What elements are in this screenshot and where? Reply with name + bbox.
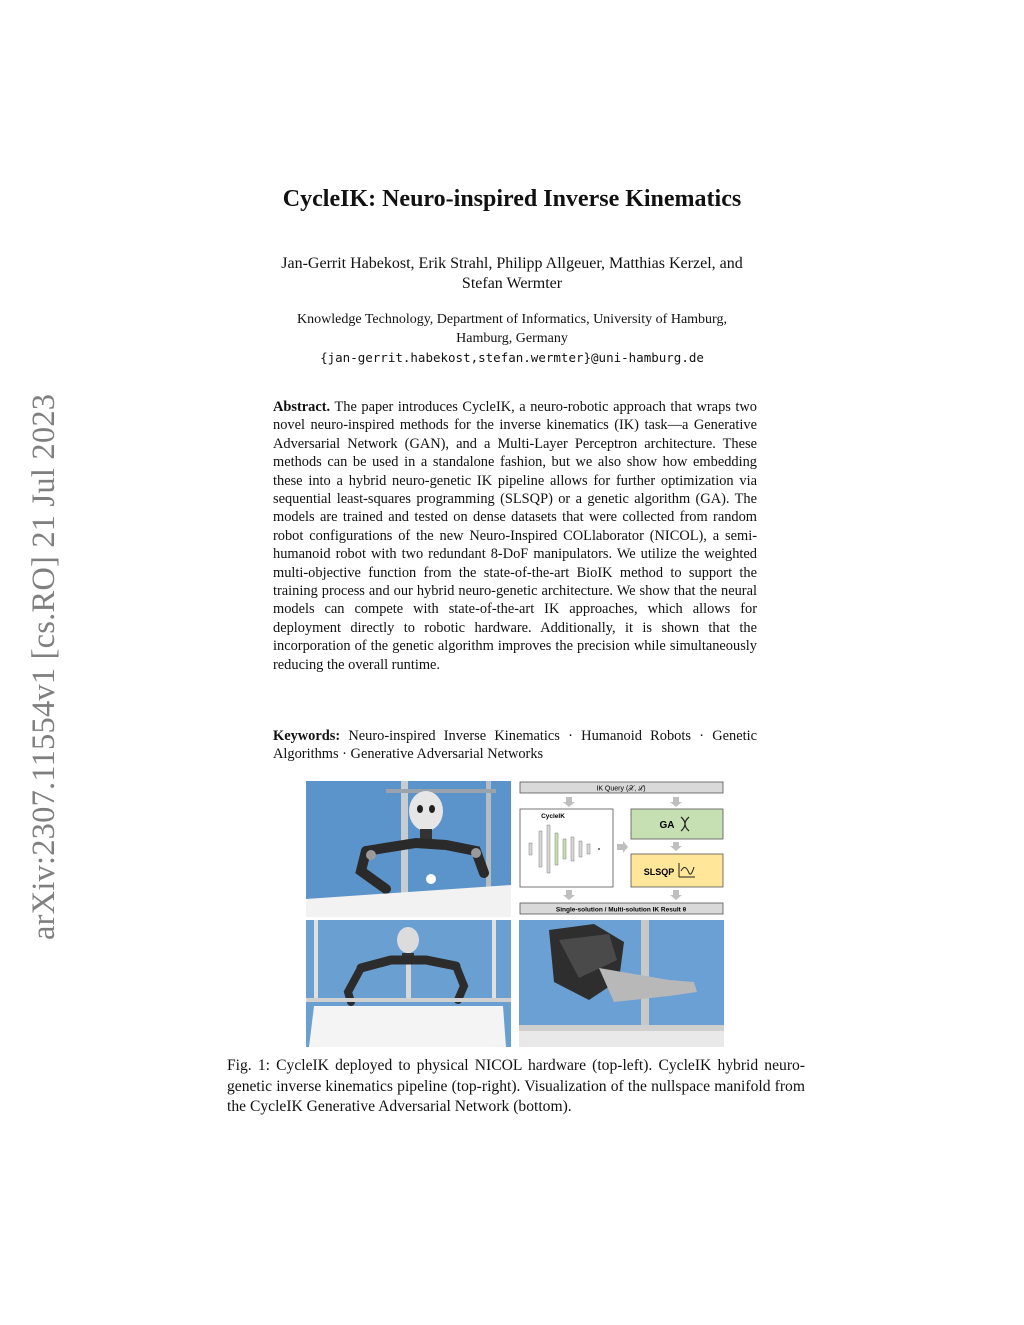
cycleik-label: CycleIK: [541, 813, 565, 820]
authors-line-2: Stefan Wermter: [461, 275, 563, 292]
arrow-down-icon: [670, 797, 682, 807]
abstract: [273, 398, 757, 674]
nullspace-render-bottom-right: [519, 920, 724, 1047]
ik-query-label: IK Query (𝒳, ℒ): [596, 785, 646, 793]
nicol-hardware-illustration: [306, 781, 511, 917]
slsqp-label: SLSQP: [643, 867, 675, 877]
hybrid-pipeline-diagram: [519, 781, 724, 917]
abstract-label: Abstract.: [273, 399, 331, 415]
keywords: [273, 727, 757, 764]
ga-box: [631, 809, 723, 839]
authors-line-1: Jan-Gerrit Habekost, Erik Strahl, Philipp Allgeuer, Matthias Kerzel, and: [281, 255, 743, 272]
paper-title: CycleIK: Neuro-inspired Inverse Kinematics: [282, 186, 742, 212]
abstract-text: The paper introduces CycleIK, a neuro-robotic approach that wraps two novel neuro-inspired methods for the inverse kinematics (IK) task—a Generative Adversarial Network (GAN), and a Multi-Layer Perceptron architecture. These methods can be used in a standalone fashion, but we also show how embedding these into a hybrid neuro-genetic IK pipeline allows for further optimization via sequential least-squares programming (SLSQP) or a genetic algorithm (GA). The models are trained and tested on dense datasets that were collected from random robot configurations of the new Neuro-Inspired COLlaborator (NICOL), a semi-humanoid robot with two redundant 8-DoF manipulators. We utilize the weighted multi-objective function from the state-of-the-art BioIK method to support the training process and our hybrid neuro-genetic architecture. We show that the neural models can compete with state-of-the-art IK approaches, which allows for deployment directly to robotic hardware. Additionally, it is shown that the incorporation of the genetic algorithm improves the precision while simultaneously reducing the overall runtime.: [273, 399, 757, 673]
author-email: {jan-gerrit.habekost,stefan.wermter}@uni-hamburg.de: [320, 350, 704, 365]
keywords-label: Keywords:: [273, 728, 341, 744]
affiliation-line-1: Knowledge Technology, Department of Informatics, University of Hamburg,: [297, 312, 727, 327]
ga-label: GA: [659, 820, 675, 831]
arxiv-identifier: arXiv:2307.11554v1 [cs.RO] 21 Jul 2023: [26, 393, 62, 940]
robot-render-illustration: [306, 920, 511, 1047]
arrow-right-icon: [617, 841, 628, 853]
affiliation-line-2: Hamburg, Germany: [456, 331, 568, 346]
robot-photo-top-left: [306, 781, 511, 917]
arrow-down-icon: [563, 890, 575, 900]
affiliation: [230, 310, 794, 367]
hand-closeup-illustration: [519, 920, 724, 1047]
ik-result-label: Single-solution / Multi-solution IK Result θ: [555, 906, 687, 914]
arrow-down-icon: [670, 890, 682, 900]
figure-1: [306, 781, 724, 1047]
keywords-text: Neuro-inspired Inverse Kinematics · Humanoid Robots · Genetic Algorithms · Generative Adversarial Networks: [273, 728, 757, 763]
figure-caption: Fig. 1: CycleIK deployed to physical NICOL hardware (top-left). CycleIK hybrid neuro-genetic inverse kinematics pipeline (top-right). Visualization of the nullspace manifold from the CycleIK Generative Adversarial Network (bottom).: [227, 1057, 805, 1115]
arrow-down-icon: [563, 797, 575, 807]
pipeline-diagram-top-right: [519, 781, 724, 917]
nullspace-render-bottom-left: [306, 920, 511, 1047]
arrow-down-icon: [670, 842, 682, 851]
author-list: [230, 254, 794, 294]
